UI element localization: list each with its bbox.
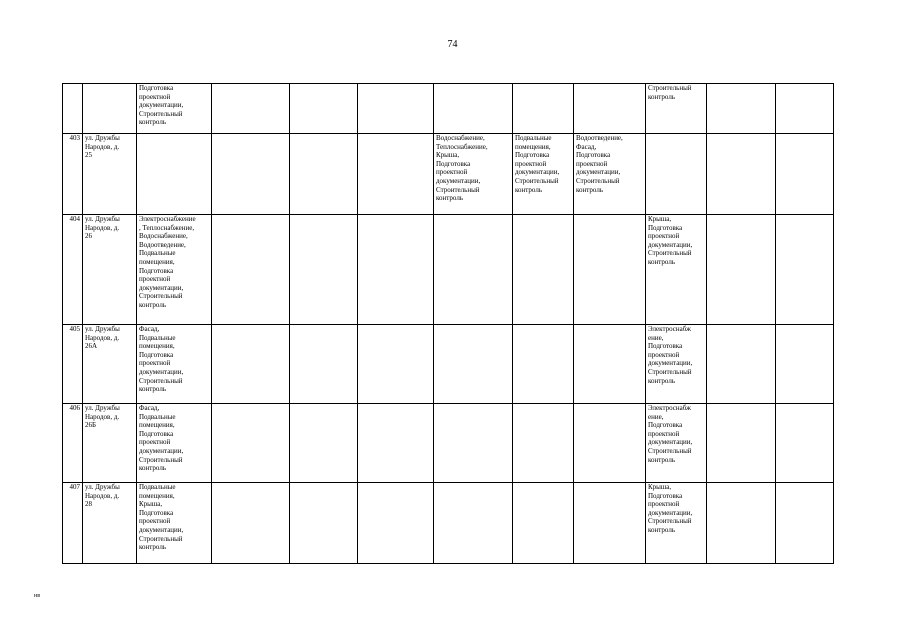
row-number: 406 (63, 404, 83, 483)
work-cell: Водоснабжение, Теплоснабжение, Крыша, Подготовка проектной документации, Строительный контроль (434, 134, 513, 215)
work-cell (434, 215, 513, 325)
work-cell (574, 84, 646, 134)
table-row (63, 134, 834, 215)
work-cell: Электроснабж ение, Подготовка проектной документации, Строительный контроль (646, 404, 707, 483)
work-cell (513, 404, 574, 483)
empty-cell (358, 483, 434, 564)
empty-cell (212, 134, 290, 215)
work-cell (137, 134, 212, 215)
table-row (63, 404, 834, 483)
row-address (83, 84, 137, 134)
empty-cell (358, 84, 434, 134)
work-cell (574, 404, 646, 483)
work-cell (513, 483, 574, 564)
row-number: 407 (63, 483, 83, 564)
work-cell (574, 325, 646, 404)
empty-cell (776, 134, 834, 215)
work-cell: Фасад, Подвальные помещения, Подготовка проектной документации, Строительный контроль (137, 404, 212, 483)
table-row (63, 215, 834, 325)
empty-cell (776, 404, 834, 483)
empty-cell (707, 215, 776, 325)
work-cell: Подготовка проектной документации, Строительный контроль (137, 84, 212, 134)
work-cell (434, 325, 513, 404)
empty-cell (212, 404, 290, 483)
work-cell: Фасад, Подвальные помещения, Подготовка проектной документации, Строительный контроль (137, 325, 212, 404)
empty-cell (707, 483, 776, 564)
work-cell: Строительный контроль (646, 84, 707, 134)
work-cell: Водоотведение, Фасад, Подготовка проектной документации, Строительный контроль (574, 134, 646, 215)
work-cell (646, 134, 707, 215)
footer-mark: нв (34, 593, 41, 599)
row-number: 403 (63, 134, 83, 215)
table-row (63, 84, 834, 134)
work-cell (574, 483, 646, 564)
empty-cell (707, 404, 776, 483)
row-address: ул. Дружбы Народов, д. 26А (83, 325, 137, 404)
empty-cell (358, 215, 434, 325)
empty-cell (707, 325, 776, 404)
row-number: 405 (63, 325, 83, 404)
empty-cell (290, 325, 358, 404)
empty-cell (212, 325, 290, 404)
work-cell: Электроснабжение , Теплоснабжение, Водоснабжение, Водоотведение, Подвальные помещения, Подготовка проектной документации, Строительный контроль (137, 215, 212, 325)
work-cell (513, 325, 574, 404)
empty-cell (358, 325, 434, 404)
work-cell (513, 215, 574, 325)
empty-cell (290, 84, 358, 134)
empty-cell (776, 483, 834, 564)
work-cell (574, 215, 646, 325)
empty-cell (358, 134, 434, 215)
empty-cell (707, 134, 776, 215)
work-cell (434, 483, 513, 564)
empty-cell (776, 215, 834, 325)
table-row (63, 325, 834, 404)
empty-cell (707, 84, 776, 134)
empty-cell (776, 325, 834, 404)
work-cell: Электроснабж ение, Подготовка проектной документации, Строительный контроль (646, 325, 707, 404)
table-row (63, 483, 834, 564)
row-address: ул. Дружбы Народов, д. 26Б (83, 404, 137, 483)
empty-cell (290, 215, 358, 325)
work-cell: Крыша, Подготовка проектной документации, Строительный контроль (646, 215, 707, 325)
page-number: 74 (447, 39, 458, 50)
work-cell: Подвальные помещения, Крыша, Подготовка проектной документации, Строительный контроль (137, 483, 212, 564)
work-cell: Подвальные помещения, Подготовка проектной документации, Строительный контроль (513, 134, 574, 215)
work-cell (434, 84, 513, 134)
work-cell: Крыша, Подготовка проектной документации, Строительный контроль (646, 483, 707, 564)
empty-cell (212, 483, 290, 564)
row-address: ул. Дружбы Народов, д. 25 (83, 134, 137, 215)
empty-cell (212, 215, 290, 325)
row-address: ул. Дружбы Народов, д. 26 (83, 215, 137, 325)
row-address: ул. Дружбы Народов, д. 28 (83, 483, 137, 564)
row-number: 404 (63, 215, 83, 325)
row-number (63, 84, 83, 134)
repair-schedule-table (62, 83, 834, 564)
work-cell (513, 84, 574, 134)
empty-cell (290, 134, 358, 215)
work-cell (434, 404, 513, 483)
empty-cell (358, 404, 434, 483)
empty-cell (290, 483, 358, 564)
empty-cell (776, 84, 834, 134)
empty-cell (212, 84, 290, 134)
empty-cell (290, 404, 358, 483)
